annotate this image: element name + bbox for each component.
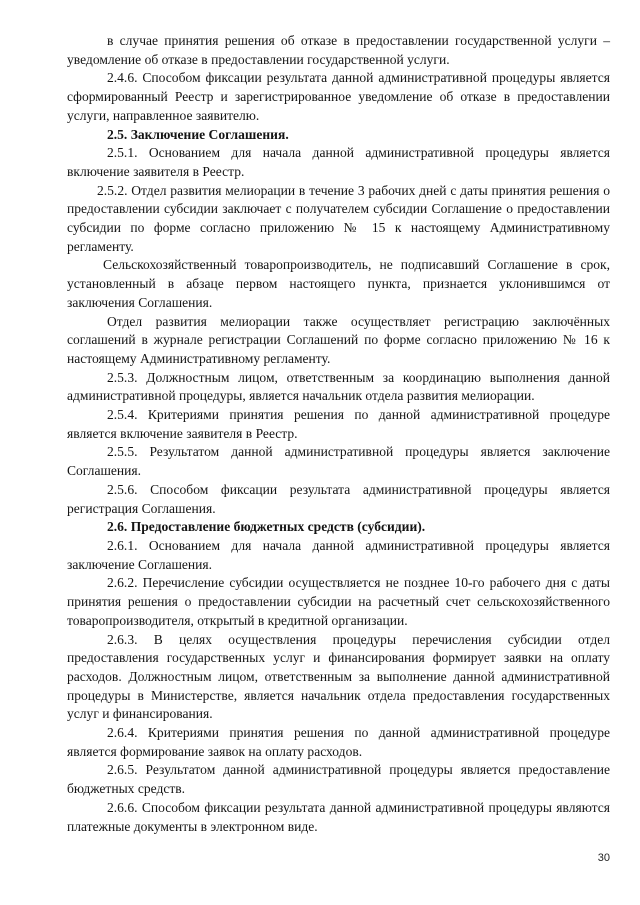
section-heading-2-6: 2.6. Предоставление бюджетных средств (субсидии). <box>107 519 426 535</box>
paragraph-2-5-3: 2.5.3. Должностным лицом, ответственным за координацию выполнения данной административной процедуры, является начальник отдела развития мелиорации. <box>67 369 610 404</box>
page-number: 30 <box>597 852 610 864</box>
paragraph-2-6-2: 2.6.2. Перечисление субсидии осуществляется не позднее 10-го рабочего дня с даты принятия решения о предоставлении субсидии на расчетный счет сельскохозяйственного товаропроизводителя, открытый в кредитной организации. <box>67 575 610 628</box>
paragraph-2-6-3: 2.6.3. В целях осуществления процедуры перечисления субсидии отдел предоставления государственных услуг и финансирования формирует заявки на оплату расходов. Должностным лицом, ответственным за выполнение данной административной процедуры в Министерстве, является начальник отдела предоставления государственных услуг и финансирования. <box>67 631 610 722</box>
document-page <box>67 32 610 836</box>
paragraph-2-6-4: 2.6.4. Критериями принятия решения по данной административной процедуре является формирование заявок на оплату расходов. <box>67 725 610 759</box>
paragraph-refusal-notice: в случае принятия решения об отказе в предоставлении государственной услуги – уведомление об отказе в предоставлении государственной услуги. <box>67 33 610 67</box>
paragraph-registration-journal: Отдел развития мелиорации также осуществляет регистрацию заключённых соглашений в журнале регистрации Соглашений по форме согласно приложению № 16 к настоящему Административному регламенту. <box>67 313 610 366</box>
paragraph-2-5-1: 2.5.1. Основанием для начала данной административной процедуры является включение заявителя в Реестр. <box>67 145 610 179</box>
section-heading-2-5: 2.5. Заключение Соглашения. <box>107 126 289 142</box>
paragraph-2-5-5: 2.5.5. Результатом данной административной процедуры является заключение Соглашения. <box>67 444 610 479</box>
paragraph-2-5-4: 2.5.4. Критериями принятия решения по данной административной процедуре является включение заявителя в Реестр. <box>67 407 610 441</box>
paragraph-2-6-6: 2.6.6. Способом фиксации результата данной административной процедуры являются платежные документы в электронном виде. <box>67 799 610 834</box>
paragraph-2-6-5: 2.6.5. Результатом данной административной процедуры является предоставление бюджетных средств. <box>67 762 610 797</box>
paragraph-2-5-6: 2.5.6. Способом фиксации результата административной процедуры является регистрация Соглашения. <box>67 481 610 516</box>
paragraph-2-5-2: 2.5.2. Отдел развития мелиорации в течение 3 рабочих дней с даты принятия решения о предоставлении субсидии заключает с получателем субсидии Соглашение о предоставлении субсидии по форме согласно приложению № 15 к настоящему Административному регламенту. <box>67 182 610 254</box>
paragraph-2-6-1: 2.6.1. Основанием для начала данной административной процедуры является заключение Соглашения. <box>67 537 610 572</box>
paragraph-2-4-6: 2.4.6. Способом фиксации результата данной административной процедуры является сформированный Реестр и зарегистрированное уведомление об отказе в предоставлении услуги, направленное заявителю. <box>67 70 610 123</box>
paragraph-unsigned-agreement: Сельскохозяйственный товаропроизводитель, не подписавший Соглашение в срок, установленный в абзаце первом настоящего пункта, признается уклонившимся от заключения Соглашения. <box>67 257 610 310</box>
